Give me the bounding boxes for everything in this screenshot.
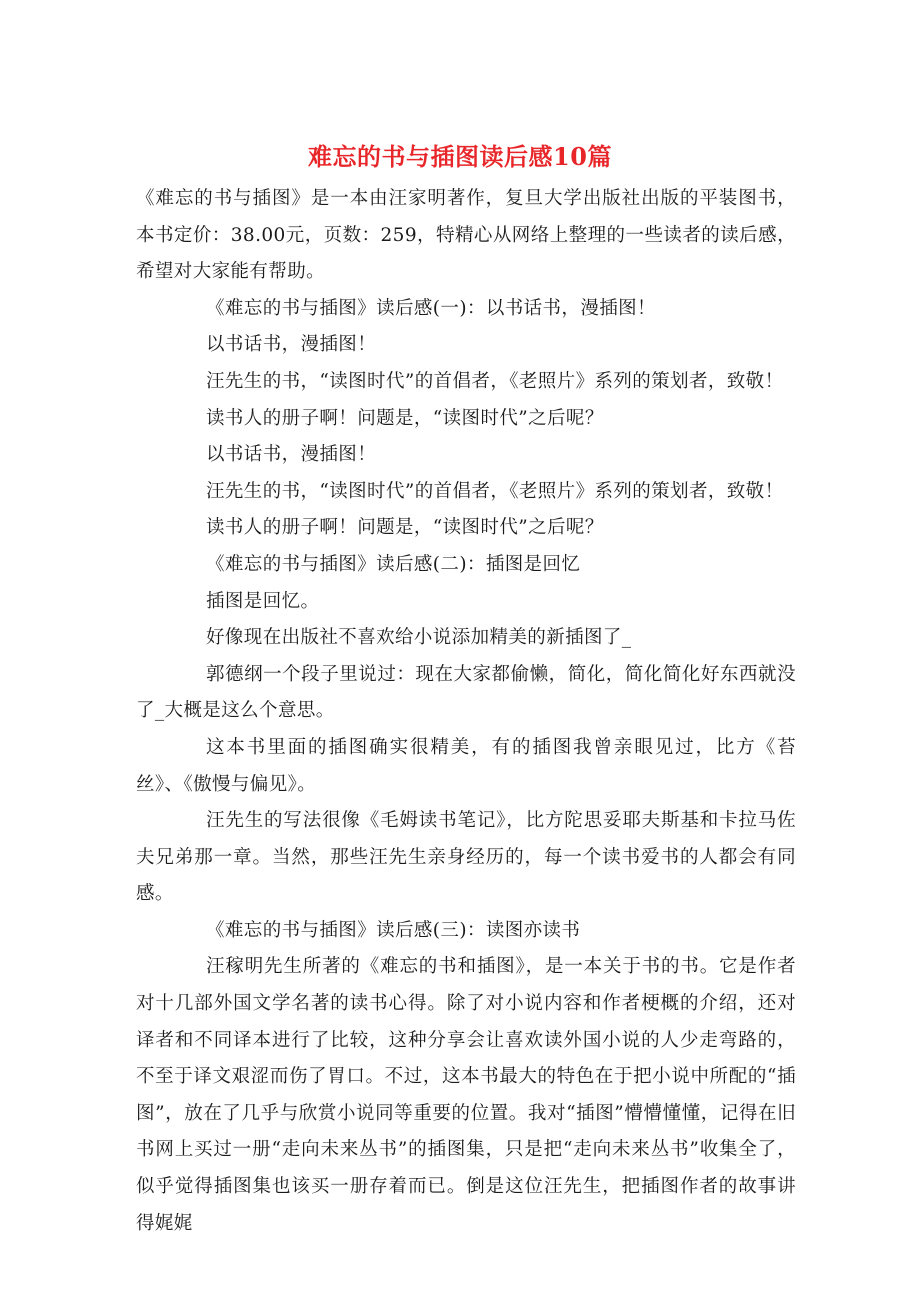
paragraph: 《难忘的书与插图》读后感(一)：以书话书，漫插图！	[206, 297, 656, 319]
paragraph: 汪先生的书，“读图时代”的首倡者，《老照片》系列的策划者，致敬！	[206, 480, 784, 502]
paragraph: 这本书里面的插图确实很精美，有的插图我曾亲眼见过，比方《苔丝》、《傲慢与偏见》。	[136, 736, 796, 795]
page-title: 难忘的书与插图读后感10篇	[308, 142, 612, 171]
paragraph: 郭德纲一个段子里说过：现在大家都偷懒，简化，简化简化好东西就没了_大概是这么个意思。	[136, 663, 796, 722]
paragraph: 插图是回忆。	[206, 590, 320, 612]
paragraph: 读书人的册子啊！问题是，“读图时代”之后呢？	[206, 517, 604, 539]
paragraph: 好像现在出版社不喜欢给小说添加精美的新插图了_	[206, 627, 632, 649]
paragraph: 读书人的册子啊！问题是，“读图时代”之后呢？	[206, 407, 604, 429]
paragraph: 汪先生的书，“读图时代”的首倡者，《老照片》系列的策划者，致敬！	[206, 370, 784, 392]
paragraph: 《难忘的书与插图》读后感(二)：插图是回忆	[206, 553, 581, 575]
paragraph: 《难忘的书与插图》读后感(三)：读图亦读书	[206, 919, 581, 941]
paragraph: 以书话书，漫插图！	[206, 334, 377, 356]
paragraph: 《难忘的书与插图》是一本由汪家明著作，复旦大学出版社出版的平装图书，本书定价：38.00元，页数：259，特精心从网络上整理的一些读者的读后感，希望对大家能有帮助。	[136, 188, 796, 283]
paragraph: 汪先生的写法很像《毛姆读书笔记》，比方陀思妥耶夫斯基和卡拉马佐夫兄弟那一章。当然，那些汪先生亲身经历的，每一个读书爱书的人都会有同感。	[136, 810, 796, 905]
paragraph: 以书话书，漫插图！	[206, 444, 377, 466]
document-body	[136, 181, 796, 1242]
paragraph: 汪稼明先生所著的《难忘的书和插图》，是一本关于书的书。它是作者对十几部外国文学名著的读书心得。除了对小说内容和作者梗概的介绍，还对译者和不同译本进行了比较，这种分享会让喜欢读外国小说的人少走弯路的，不至于译文艰涩而伤了胃口。不过，这本书最大的特色在于把小说中所配的“插图”，放在了几乎与欣赏小说同等重要的位置。我对“插图”懵懵懂懂，记得在旧书网上买过一册“走向未来丛书”的插图集，只是把“走向未来丛书”收集全了，似乎觉得插图集也该买一册存着而已。倒是这位汪先生，把插图作者的故事讲得娓娓	[136, 956, 796, 1234]
